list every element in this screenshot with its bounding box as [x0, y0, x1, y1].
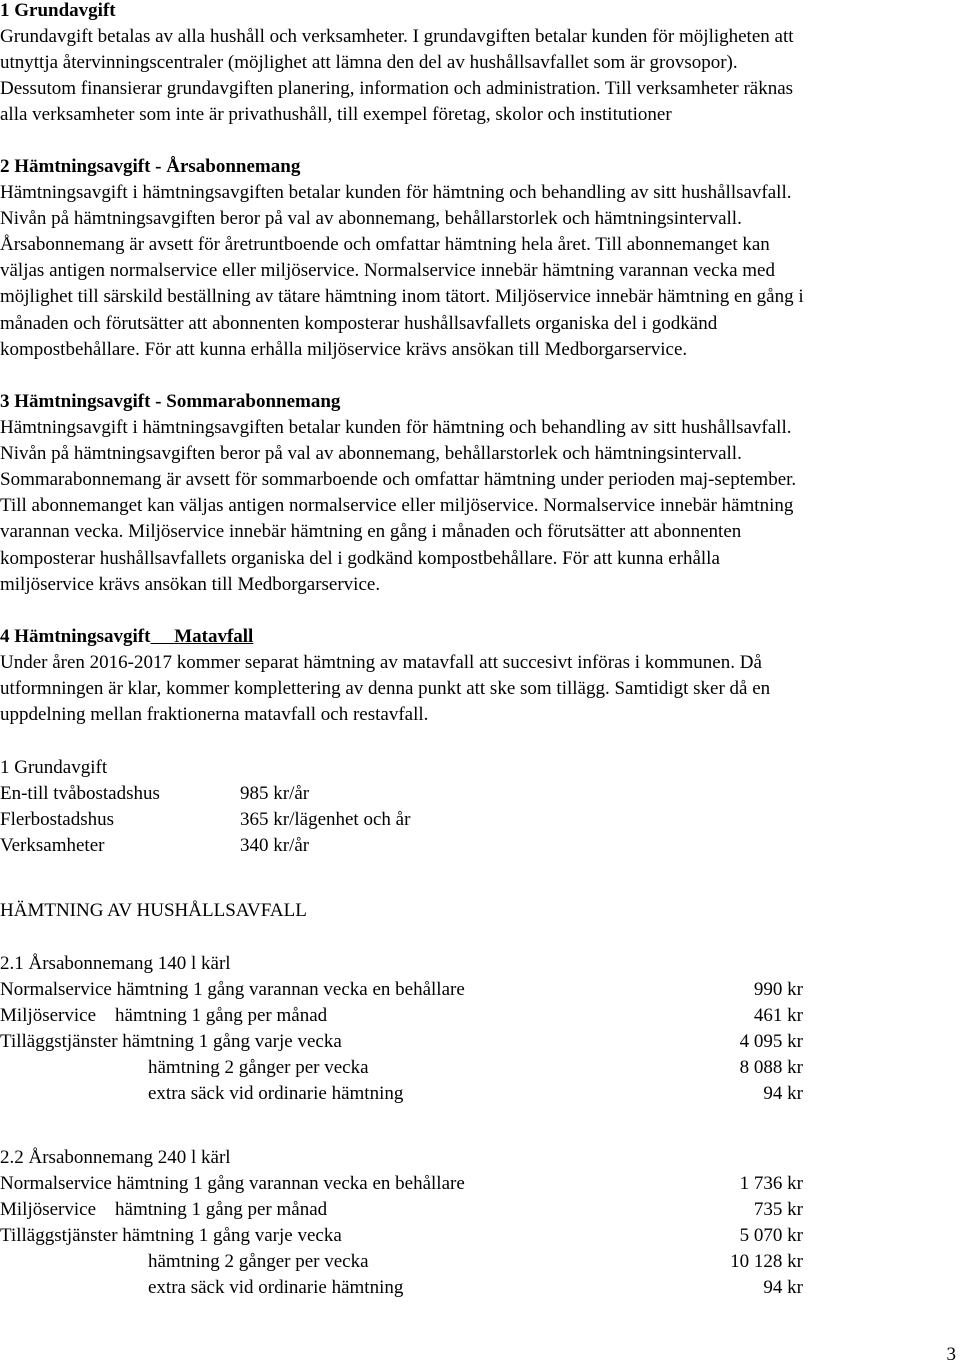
subscription-label: Tilläggstjänster hämtning 1 gång varje vecka: [0, 1031, 342, 1052]
section-3-line: komposterar hushållsavfallets organiska del i godkänd kompostbehållare. För att kunna erhålla: [0, 548, 720, 569]
subscription-row: [0, 1003, 960, 1029]
section-4-line: uppdelning mellan fraktionerna matavfall och restavfall.: [0, 704, 429, 725]
subscription-amount: 8 088 kr: [739, 1057, 803, 1078]
subscription-amount: 1 736 kr: [739, 1173, 803, 1194]
section-2-line: möjlighet till särskild beställning av tätare hämtning inom tätort. Miljöservice innebär hämtning en gång i: [0, 286, 804, 307]
subscription-amount: 4 095 kr: [739, 1031, 803, 1052]
section-1-line: Grundavgift betalas av alla hushåll och verksamheter. I grundavgiften betalar kunden för möjligheten att: [0, 26, 794, 47]
subscription-row: [0, 1029, 960, 1055]
grundavgift-row: [0, 807, 960, 833]
subscription-label: hämtning 2 gånger per vecka: [148, 1057, 369, 1078]
section-3-line: Till abonnemanget kan väljas antigen normalservice eller miljöservice. Normalservice innebär hämtning: [0, 495, 794, 516]
grundavgift-label: Flerbostadshus: [0, 809, 114, 830]
subscription-amount: 990 kr: [753, 979, 803, 1000]
section-2-line: väljas antigen normalservice eller miljöservice. Normalservice innebär hämtning varannan vecka med: [0, 260, 775, 281]
subscription-label: Normalservice hämtning 1 gång varannan vecka en behållare: [0, 979, 465, 1000]
grundavgift-row: [0, 781, 960, 807]
section-2-line: Nivån på hämtningsavgiften beror på val av abonnemang, behållarstorlek och hämtningsintervall.: [0, 208, 742, 229]
grundavgift-label: En-till tvåbostadshus: [0, 783, 160, 804]
subscription-title: 2.2 Årsabonnemang 240 l kärl: [0, 1147, 231, 1168]
subscription-title: 2.1 Årsabonnemang 140 l kärl: [0, 953, 231, 974]
section-4-line: utformningen är klar, kommer komplettering av denna punkt att ske som tillägg. Samtidigt sker då en: [0, 678, 771, 699]
section-2-line: kompostbehållare. För att kunna erhålla miljöservice krävs ansökan till Medborgarservice.: [0, 339, 688, 360]
grundavgift-value: 340 kr/år: [240, 835, 310, 856]
subscription-row: [0, 1249, 960, 1275]
section-3-line: varannan vecka. Miljöservice innebär hämtning en gång i månaden och förutsätter att abonnenten: [0, 521, 742, 542]
subscription-amount: 94 kr: [763, 1277, 803, 1298]
subscription-amount: 5 070 kr: [739, 1225, 803, 1246]
section-3-line: Nivån på hämtningsavgiften beror på val av abonnemang, behållarstorlek och hämtningsintervall.: [0, 443, 742, 464]
section-3-heading: 3 Hämtningsavgift - Sommarabonnemang: [0, 391, 341, 412]
subscription-label: Tilläggstjänster hämtning 1 gång varje vecka: [0, 1225, 342, 1246]
subscription-label: Normalservice hämtning 1 gång varannan vecka en behållare: [0, 1173, 465, 1194]
subscription-amount: 735 kr: [753, 1199, 803, 1220]
grundavgift-row: [0, 833, 960, 859]
grundavgift-value: 365 kr/lägenhet och år: [240, 809, 411, 830]
subscription-amount: 10 128 kr: [730, 1251, 803, 1272]
grundavgift-table-title: 1 Grundavgift: [0, 757, 108, 778]
section-4-heading: [0, 624, 253, 650]
subscription-row: [0, 1275, 960, 1301]
subscription-label: Miljöservice hämtning 1 gång per månad: [0, 1199, 328, 1220]
subscription-row: [0, 977, 960, 1003]
section-4-line: Under åren 2016-2017 kommer separat hämtning av matavfall att succesivt införas i kommunen. Då: [0, 652, 762, 673]
page-number: 3: [946, 1344, 956, 1365]
section-1-line: utnyttja återvinningscentraler (möjlighet att lämna den del av hushållsavfallet som är grovsopor).: [0, 52, 738, 73]
section-4-heading-suffix: Matavfall: [174, 626, 254, 647]
subscription-row: [0, 1223, 960, 1249]
subscription-row: [0, 1171, 960, 1197]
subscription-label: extra säck vid ordinarie hämtning: [148, 1277, 404, 1298]
grundavgift-label: Verksamheter: [0, 835, 105, 856]
subscription-label: extra säck vid ordinarie hämtning: [148, 1083, 404, 1104]
section-4-heading-dash: [150, 626, 174, 647]
section-3-line: Hämtningsavgift i hämtningsavgiften betalar kunden för hämtning och behandling av sitt hushållsavfall.: [0, 417, 792, 438]
section-2-heading: 2 Hämtningsavgift - Årsabonnemang: [0, 156, 301, 177]
section-2-line: Hämtningsavgift i hämtningsavgiften betalar kunden för hämtning och behandling av sitt hushållsavfall.: [0, 182, 792, 203]
section-1-line: alla verksamheter som inte är privathushåll, till exempel företag, skolor och institutioner: [0, 104, 672, 125]
subscription-row: [0, 1197, 960, 1223]
section-1-heading: 1 Grundavgift: [0, 0, 116, 21]
section-2-line: Årsabonnemang är avsett för åretruntboende och omfattar hämtning hela året. Till abonnemanget kan: [0, 234, 770, 255]
section-3-line: miljöservice krävs ansökan till Medborgarservice.: [0, 574, 381, 595]
section-4-heading-prefix: 4 Hämtningsavgift: [0, 626, 151, 647]
subscription-label: hämtning 2 gånger per vecka: [148, 1251, 369, 1272]
section-2-line: månaden och förutsätter att abonnenten komposterar hushållsavfallets organiska del i godkänd: [0, 313, 718, 334]
grundavgift-value: 985 kr/år: [240, 783, 310, 804]
section-3-line: Sommarabonnemang är avsett för sommarboende och omfattar hämtning under perioden maj-september.: [0, 469, 797, 490]
subscription-row: [0, 1055, 960, 1081]
hamtning-heading: HÄMTNING AV HUSHÅLLSAVFALL: [0, 900, 307, 921]
subscription-amount: 94 kr: [763, 1083, 803, 1104]
section-1-line: Dessutom finansierar grundavgiften planering, information och administration. Till verksamheter räknas: [0, 78, 794, 99]
subscription-row: [0, 1081, 960, 1107]
subscription-label: Miljöservice hämtning 1 gång per månad: [0, 1005, 328, 1026]
subscription-amount: 461 kr: [753, 1005, 803, 1026]
